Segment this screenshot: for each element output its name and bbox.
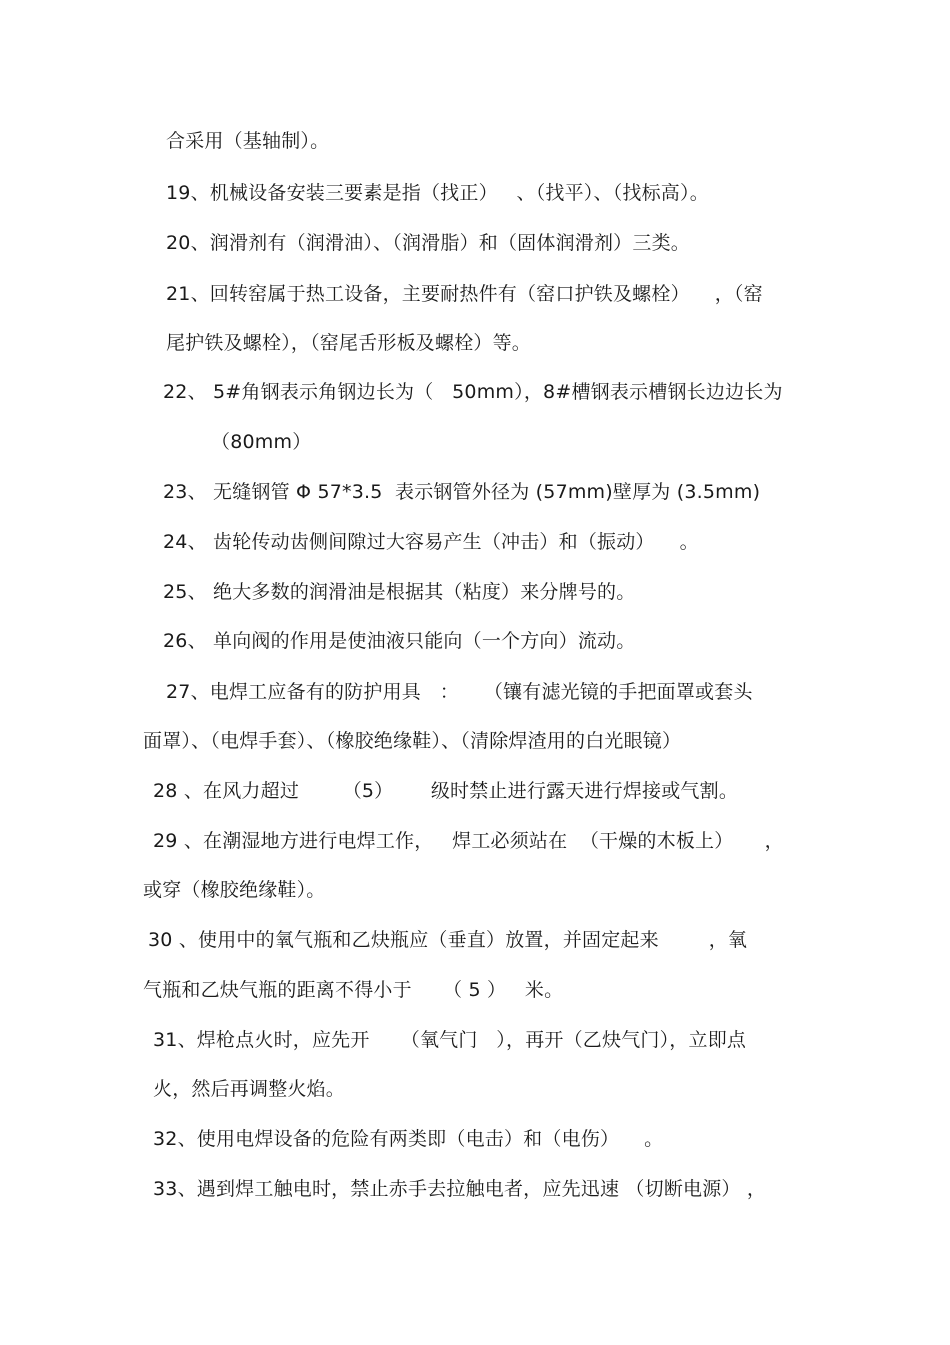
text-line-21: 32、使用电焊设备的危险有两类即（电击）和（电伤） 。 bbox=[153, 1128, 664, 1150]
text-line-20: 火，然后再调整火焰。 bbox=[153, 1078, 346, 1100]
text-line-17: 30 、使用中的氧气瓶和乙炔瓶应（垂直）放置，并固定起来 ，氧 bbox=[148, 929, 748, 951]
text-line-3: 20、润滑剂有（润滑油）、（润滑脂）和（固体润滑剂）三类。 bbox=[166, 232, 690, 254]
text-line-14: 28 、在风力超过 （5） 级时禁止进行露天进行焊接或气割。 bbox=[153, 780, 739, 802]
text-line-16: 或穿（橡胶绝缘鞋）。 bbox=[143, 879, 326, 901]
text-line-7: （80mm） bbox=[211, 431, 312, 453]
text-line-22: 33、遇到焊工触电时，禁止赤手去拉触电者，应先迅速 （切断电源） ， bbox=[153, 1178, 767, 1200]
text-line-4: 21、回转窑属于热工设备，主要耐热件有（窑口护铁及螺栓） ，（窑 bbox=[166, 283, 763, 305]
text-line-18: 气瓶和乙炔气瓶的距离不得小于 （ 5 ） 米。 bbox=[143, 979, 564, 1001]
text-line-6: 22、 5#角钢表示角钢边长为（ 50mm），8#槽钢表示槽钢长边边长为 bbox=[163, 381, 783, 403]
text-line-13: 面罩）、（电焊手套）、（橡胶绝缘鞋）、（清除焊渣用的白光眼镜） bbox=[143, 730, 682, 752]
text-line-8: 23、 无缝钢管 Φ 57*3.5 表示钢管外径为 (57mm)壁厚为 (3.5mm) bbox=[163, 481, 761, 503]
text-line-15: 29 、在潮湿地方进行电焊工作， 焊工必须站在 （干燥的木板上） ， bbox=[153, 830, 784, 852]
text-line-9: 24、 齿轮传动齿侧间隙过大容易产生（冲击）和（振动） 。 bbox=[163, 531, 699, 553]
text-line-5: 尾护铁及螺栓），（窑尾舌形板及螺栓）等。 bbox=[166, 332, 532, 354]
text-line-11: 26、 单向阀的作用是使油液只能向（一个方向）流动。 bbox=[163, 630, 636, 652]
text-line-19: 31、焊枪点火时，应先开 （氧气门 ），再开（乙炔气门），立即点 bbox=[153, 1029, 747, 1051]
text-line-1: 合采用（基轴制）。 bbox=[166, 130, 330, 152]
text-line-2: 19、机械设备安装三要素是指（找正） 、（找平）、（找标高）。 bbox=[166, 182, 709, 204]
text-line-12: 27、电焊工应备有的防护用具 ： （镶有滤光镜的手把面罩或套头 bbox=[166, 681, 753, 703]
text-line-10: 25、 绝大多数的润滑油是根据其（粘度）来分牌号的。 bbox=[163, 581, 636, 603]
